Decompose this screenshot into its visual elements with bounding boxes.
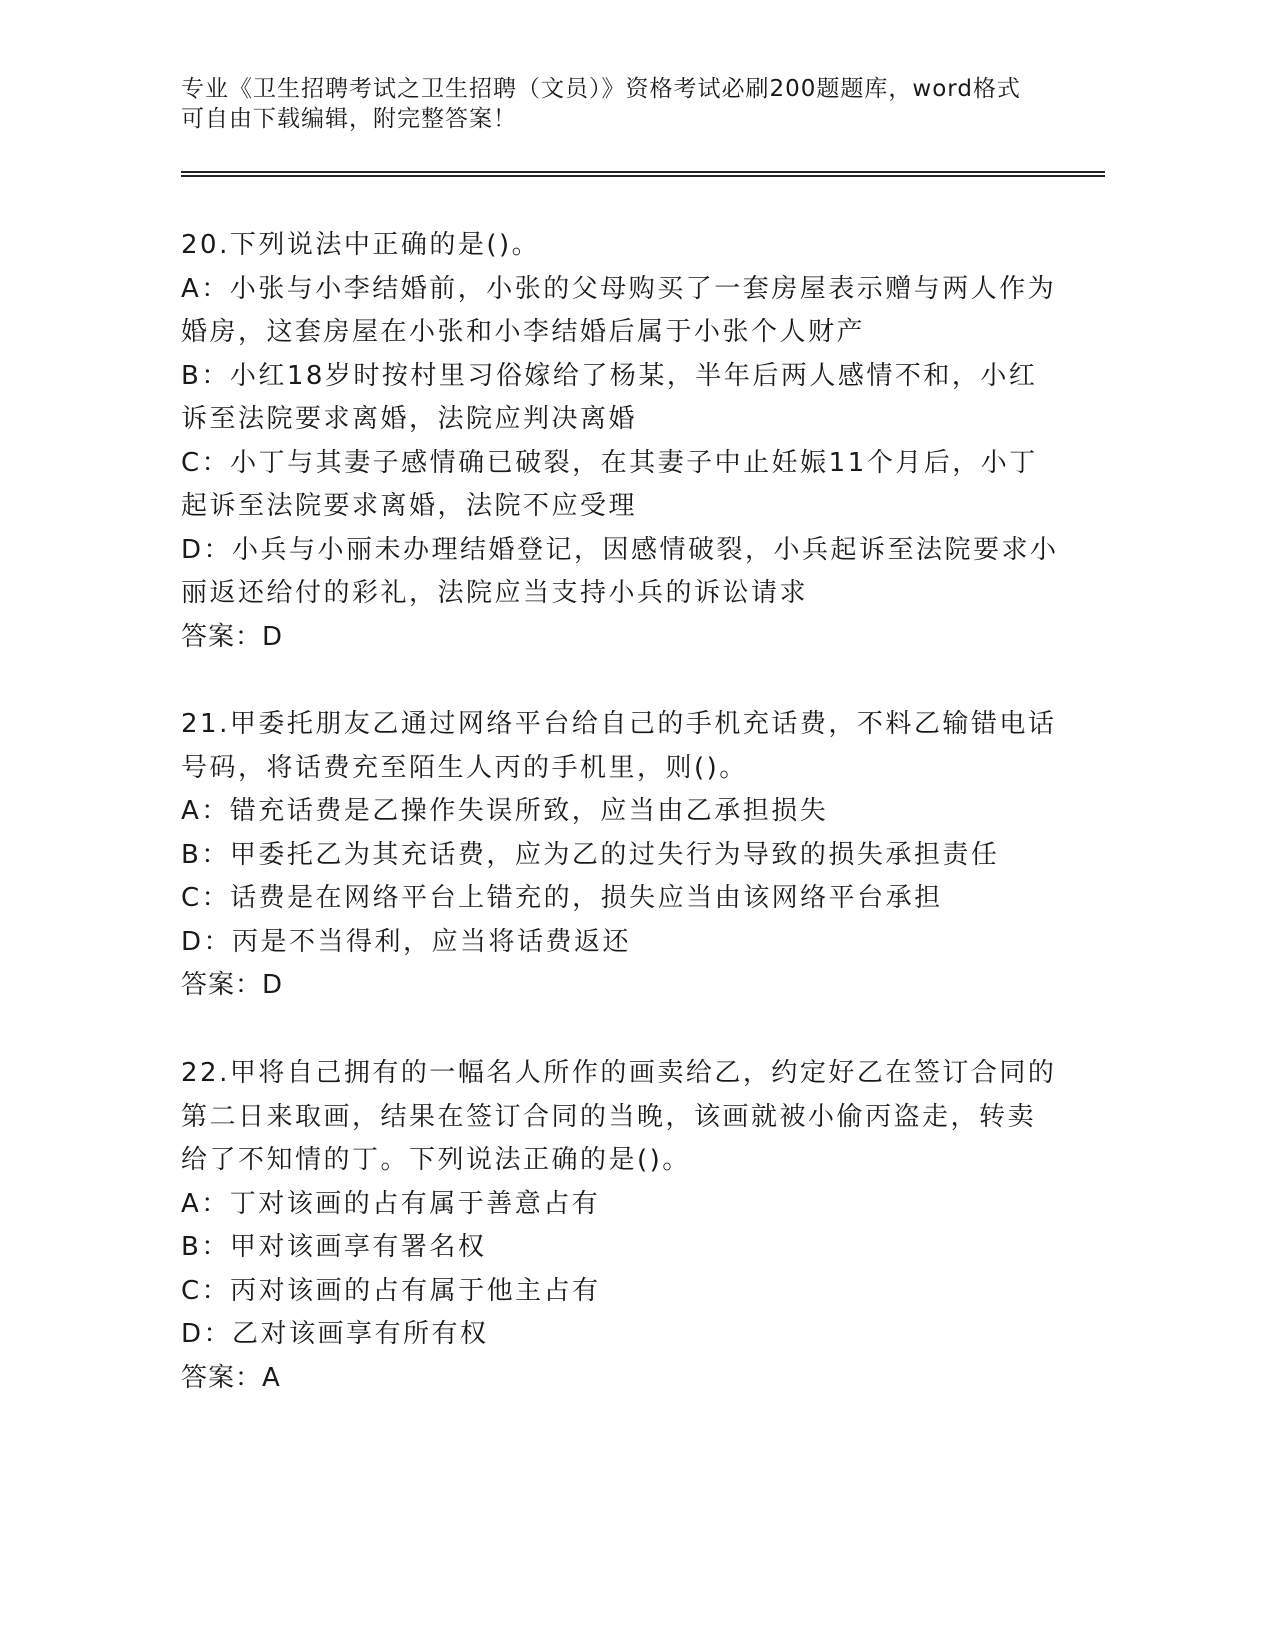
option-c: C：小丁与其妻子感情确已破裂，在其妻子中止妊娠11个月后，小丁 — [181, 447, 1038, 478]
answer: 答案：D — [181, 970, 284, 1000]
question-22 — [181, 1052, 1061, 1400]
header-divider-top — [181, 171, 1105, 173]
option-b: B：甲委托乙为其充话费，应为乙的过失行为导致的损失承担责任 — [181, 839, 1000, 870]
header-line-2: 可自由下载编辑，附完整答案！ — [181, 106, 517, 132]
option-c-continued: 起诉至法院要求离婚，法院不应受理 — [181, 491, 638, 521]
header-divider-bottom — [181, 175, 1105, 177]
option-a: A：错充话费是乙操作失误所致，应当由乙承担损失 — [181, 796, 829, 826]
question-stem-continued-2: 给了不知情的丁。下列说法正确的是()。 — [181, 1145, 691, 1175]
option-d-continued: 丽返还给付的彩礼，法院应当支持小兵的诉讼请求 — [181, 578, 809, 608]
option-d: D：小兵与小丽未办理结婚登记，因感情破裂，小兵起诉至法院要求小 — [181, 534, 1059, 565]
question-stem-continued: 号码，将话费充至陌生人丙的手机里，则()。 — [181, 752, 748, 783]
option-d: D：乙对该画享有所有权 — [181, 1319, 489, 1349]
question-stem: 20.下列说法中正确的是()。 — [181, 230, 541, 260]
answer: 答案：D — [181, 621, 284, 652]
question-stem: 21.甲委托朋友乙通过网络平台给自己的手机充话费，不料乙输错电话 — [181, 709, 1057, 739]
option-b: B：小红18岁时按村里习俗嫁给了杨某，半年后两人感情不和，小红 — [181, 360, 1038, 391]
header-line-1: 专业《卫生招聘考试之卫生招聘（文员）》资格考试必刷200题题库，word格式 — [181, 76, 1021, 102]
option-c: C：话费是在网络平台上错充的，损失应当由该网络平台承担 — [181, 883, 943, 913]
option-a: A：小张与小李结婚前，小张的父母购买了一套房屋表示赠与两人作为 — [181, 273, 1057, 304]
option-c: C：丙对该画的占有属于他主占有 — [181, 1275, 601, 1306]
option-d: D：丙是不当得利，应当将话费返还 — [181, 926, 632, 957]
answer: 答案：A — [181, 1362, 281, 1393]
option-b-continued: 诉至法院要求离婚，法院应判决离婚 — [181, 404, 638, 434]
question-stem-continued: 第二日来取画，结果在签订合同的当晚，该画就被小偷丙盗走，转卖 — [181, 1101, 1037, 1132]
document-header — [181, 74, 1061, 134]
question-21 — [181, 703, 1061, 1008]
question-stem: 22.甲将自己拥有的一幅名人所作的画卖给乙，约定好乙在签订合同的 — [181, 1058, 1057, 1088]
question-20 — [181, 224, 1061, 659]
option-a-continued: 婚房，这套房屋在小张和小李结婚后属于小张个人财产 — [181, 317, 866, 347]
option-b: B：甲对该画享有署名权 — [181, 1232, 487, 1262]
option-a: A：丁对该画的占有属于善意占有 — [181, 1188, 601, 1219]
